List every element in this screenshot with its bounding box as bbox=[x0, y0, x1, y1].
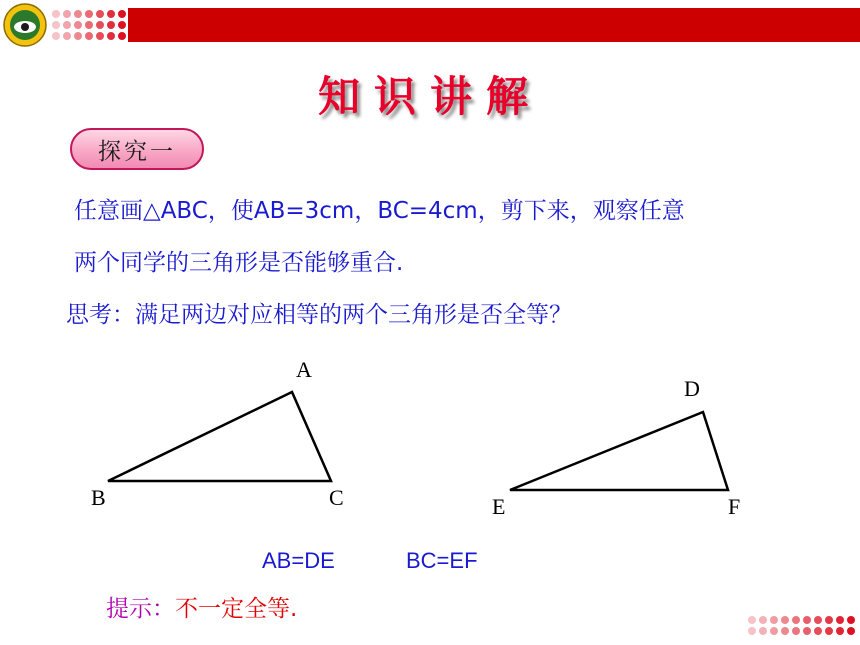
decor-dot bbox=[74, 10, 82, 18]
decor-dot bbox=[759, 627, 767, 635]
decor-dot bbox=[814, 627, 822, 635]
content-line-1: 任意画△ABC，使AB=3cm，BC=4cm，剪下来，观察任意 bbox=[74, 198, 685, 224]
decor-dot bbox=[814, 616, 822, 624]
decor-dot bbox=[825, 616, 833, 624]
decor-dot bbox=[781, 616, 789, 624]
equality-bc-ef: BC=EF bbox=[406, 548, 478, 573]
decor-dot bbox=[52, 32, 60, 40]
decor-dot bbox=[847, 616, 855, 624]
decor-dot bbox=[118, 10, 126, 18]
decor-dot bbox=[107, 10, 115, 18]
footer-dot-grid-icon bbox=[746, 612, 856, 642]
decor-dot bbox=[118, 32, 126, 40]
decor-dot bbox=[118, 21, 126, 29]
vertex-label-d: D bbox=[684, 376, 700, 401]
header-bar bbox=[128, 8, 860, 42]
decor-dot bbox=[96, 32, 104, 40]
decor-dot bbox=[63, 21, 71, 29]
decor-dot bbox=[847, 627, 855, 635]
school-logo-icon bbox=[2, 2, 48, 48]
decor-dot bbox=[792, 616, 800, 624]
decor-dot bbox=[748, 627, 756, 635]
decor-dot bbox=[74, 32, 82, 40]
decor-dot bbox=[759, 616, 767, 624]
hint-line bbox=[106, 590, 297, 623]
vertex-label-b: B bbox=[91, 485, 106, 510]
think-question: 思考：满足两边对应相等的两个三角形是否全等？ bbox=[66, 302, 572, 328]
decor-dot bbox=[836, 627, 844, 635]
triangle-abc bbox=[108, 392, 331, 481]
triangles-diagram bbox=[0, 350, 860, 530]
decor-dot bbox=[836, 616, 844, 624]
header-dot-grid-icon bbox=[50, 8, 128, 44]
decor-dot bbox=[63, 10, 71, 18]
decor-dot bbox=[107, 32, 115, 40]
decor-dot bbox=[74, 21, 82, 29]
decor-dot bbox=[96, 10, 104, 18]
vertex-label-e: E bbox=[492, 494, 506, 519]
content-line-2: 两个同学的三角形是否能够重合. bbox=[74, 250, 404, 276]
hint-text: 不一定全等. bbox=[175, 596, 298, 622]
section-badge: 探究一 bbox=[70, 128, 204, 170]
decor-dot bbox=[803, 616, 811, 624]
decor-dot bbox=[85, 21, 93, 29]
slide-title: 知识讲解 bbox=[317, 72, 542, 121]
decor-dot bbox=[803, 627, 811, 635]
decor-dot bbox=[748, 616, 756, 624]
decor-dot bbox=[52, 21, 60, 29]
triangle-def bbox=[510, 412, 728, 490]
hint-label: 提示： bbox=[106, 596, 175, 622]
equality-ab-de: AB=DE bbox=[262, 548, 335, 573]
decor-dot bbox=[107, 21, 115, 29]
decor-dot bbox=[63, 32, 71, 40]
vertex-label-a: A bbox=[296, 357, 312, 382]
decor-dot bbox=[792, 627, 800, 635]
decor-dot bbox=[781, 627, 789, 635]
vertex-label-f: F bbox=[728, 494, 741, 519]
decor-dot bbox=[52, 10, 60, 18]
decor-dot bbox=[825, 627, 833, 635]
decor-dot bbox=[85, 32, 93, 40]
decor-dot bbox=[770, 627, 778, 635]
decor-dot bbox=[85, 10, 93, 18]
decor-dot bbox=[96, 21, 104, 29]
decor-dot bbox=[770, 616, 778, 624]
vertex-label-c: C bbox=[329, 485, 344, 510]
